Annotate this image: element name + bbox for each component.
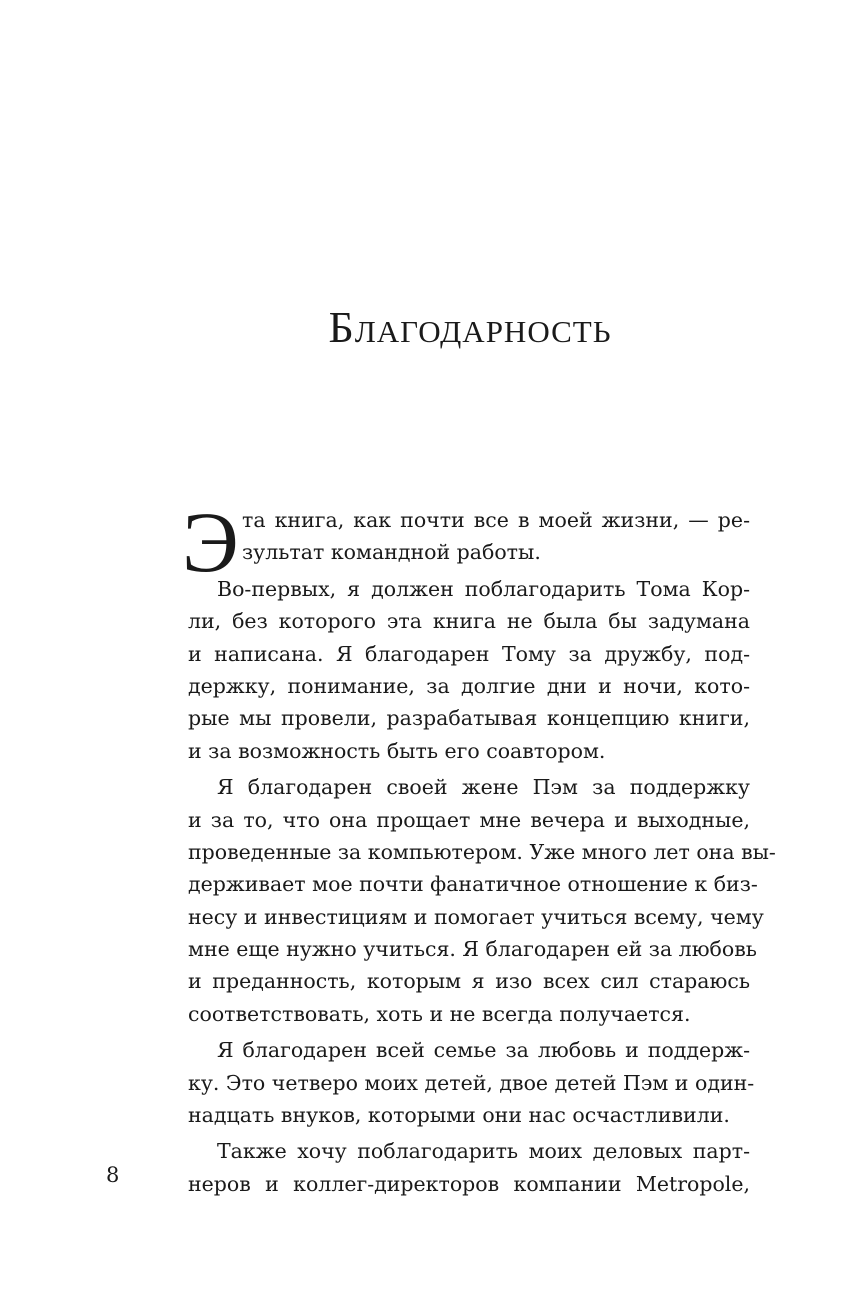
text-line: неров и коллег-директоров компании Metropole, xyxy=(188,1171,750,1196)
paragraph-1 xyxy=(188,504,750,569)
text-line: ку. Это четверо моих детей, двое детей Пэм и один- xyxy=(188,1070,755,1095)
text-line: зультат командной работы. xyxy=(242,540,541,565)
text-line: и за возможность быть его соавтором. xyxy=(188,738,606,763)
body-text xyxy=(182,494,776,1200)
paragraph-5 xyxy=(188,1135,750,1200)
paragraph-4 xyxy=(188,1034,755,1131)
text-line: Я благодарен своей жене Пэм за поддержку xyxy=(217,775,750,800)
text-line: держку, понимание, за долгие дни и ночи, кото- xyxy=(188,673,750,698)
text-line: мне еще нужно учиться. Я благодарен ей за любовь xyxy=(188,937,757,962)
text-line: и преданность, которым я изо всех сил стараюсь xyxy=(188,969,750,994)
text-line: проведенные за компьютером. Уже много лет она вы- xyxy=(188,839,776,864)
text-line: Я благодарен всей семье за любовь и поддерж- xyxy=(217,1038,750,1063)
paragraph-3 xyxy=(188,771,776,1030)
text-line: Также хочу поблагодарить моих деловых парт- xyxy=(217,1139,750,1164)
text-line: соответствовать, хоть и не всегда получается. xyxy=(188,1001,691,1026)
text-line: держивает мое почти фанатичное отношение к биз- xyxy=(188,872,758,897)
text-line: Во-первых, я должен поблагодарить Тома Кор- xyxy=(217,576,750,601)
drop-cap-letter: Э xyxy=(182,494,239,590)
text-line: рые мы провели, разрабатывая концепцию книги, xyxy=(188,706,750,731)
text-line: та книга, как почти все в моей жизни, — ре- xyxy=(242,508,750,532)
text-line: и за то, что она прощает мне вечера и выходные, xyxy=(188,807,750,832)
page-title: Благодарность xyxy=(328,303,612,352)
paragraph-2 xyxy=(188,573,750,767)
text-line: ли, без которого эта книга не была бы задумана xyxy=(188,609,750,634)
text-line: надцать внуков, которыми они нас осчастливили. xyxy=(188,1103,730,1128)
text-line: несу и инвестициям и помогает учиться всему, чему xyxy=(188,904,764,929)
page-number: 8 xyxy=(106,1163,120,1187)
text-line: и написана. Я благодарен Тому за дружбу, под- xyxy=(188,641,750,666)
